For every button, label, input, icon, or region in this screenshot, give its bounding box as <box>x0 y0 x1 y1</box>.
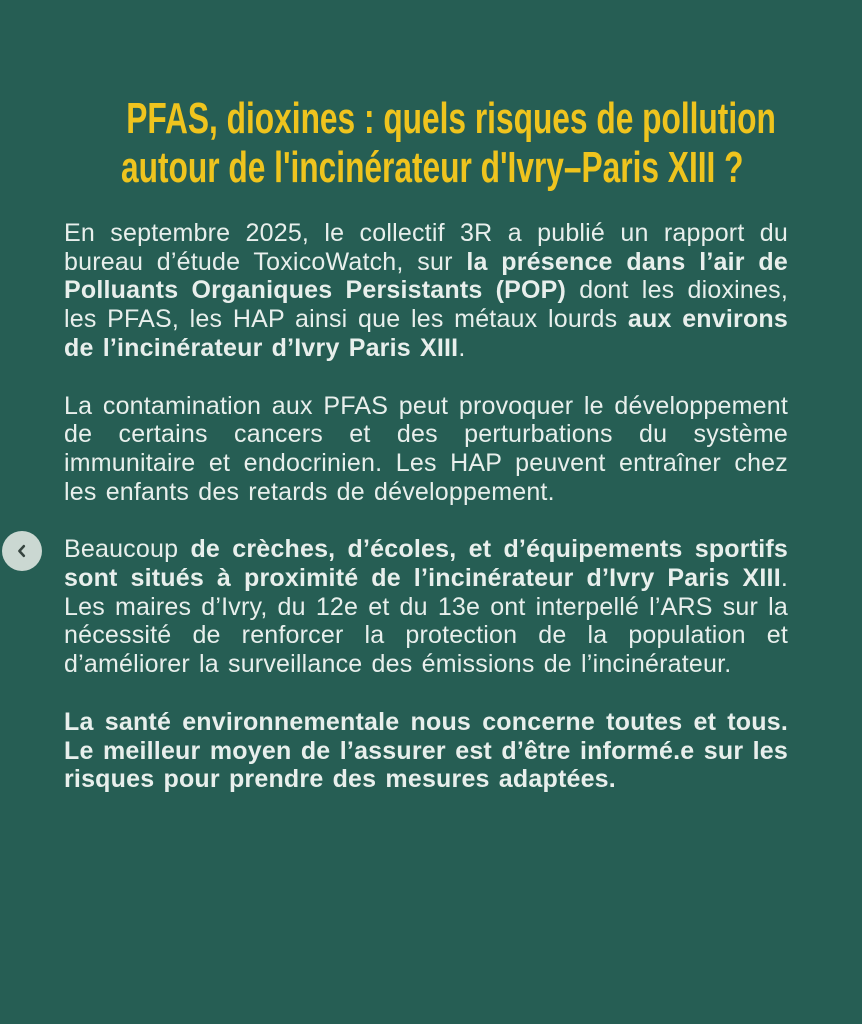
title-line-1: PFAS, dioxines : quels risques de pollution <box>126 94 776 143</box>
paragraph <box>64 392 788 507</box>
chevron-left-icon <box>13 542 31 560</box>
paragraph-segment: Beaucoup <box>64 535 191 564</box>
body-text <box>64 219 788 823</box>
title-line-2: autour de l'incinérateur d'Ivry–Paris XIII ? <box>121 143 744 192</box>
paragraph-segment: En septembre 2025, le collectif 3R a publié un rapport du bureau d’étude ToxicoWatch, sur <box>64 219 788 276</box>
paragraph <box>64 535 788 679</box>
paragraph-segment-bold: de crèches, d’écoles, et d’équipements sportifs sont situés à proximité de l’incinérateur d’Ivry Paris XIII <box>64 535 788 593</box>
paragraph-segment: La contamination aux PFAS peut provoquer le développement de certains cancers et des perturbations du système immunitaire et endocrinien. Les HAP peuvent entraîner chez les enfants des retards de développement. <box>64 391 788 506</box>
slide-title <box>0 94 862 192</box>
title-line <box>0 143 862 192</box>
paragraph-segment: . Les maires d’Ivry, du 12e et du 13e ont interpellé l’ARS sur la nécessité de renforcer la protection de la population et d’améliorer la surveillance des émissions de l’incinérateur. <box>64 564 788 679</box>
paragraph-segment-bold: la présence dans l’air de Polluants Organiques Persistants (POP) <box>64 247 788 305</box>
paragraph <box>64 219 788 363</box>
paragraph-segment: dont les dioxines, les PFAS, les HAP ainsi que les métaux lourds <box>64 276 788 334</box>
paragraph-segment: . <box>458 333 466 362</box>
paragraph-segment-bold: aux environs de l’incinérateur d’Ivry Paris XIII <box>64 305 788 362</box>
title-line <box>0 94 862 143</box>
paragraph <box>64 708 788 794</box>
prev-slide-button[interactable] <box>2 531 42 571</box>
paragraph-segment-bold: La santé environnementale nous concerne toutes et tous. Le meilleur moyen de l’assurer est d’être informé.e sur les risques pour prendre des mesures adaptées. <box>64 707 788 794</box>
